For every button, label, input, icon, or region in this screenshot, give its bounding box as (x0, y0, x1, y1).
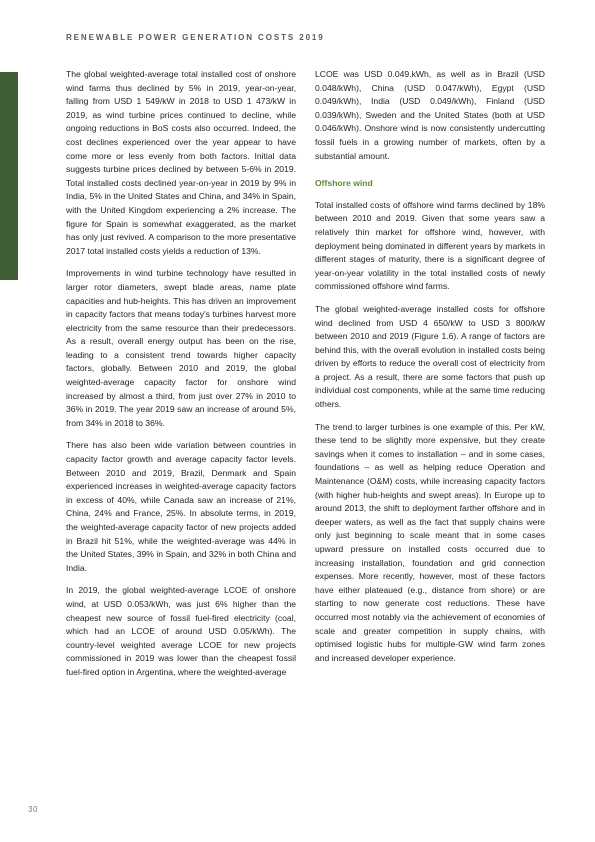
body-paragraph: Improvements in wind turbine technology have resulted in larger rotor diameters, swept blade areas, name plate capacities and hub-heights. This has driven an improvement in capacity factors that means today's turbines harvest more electricity from the same resource than their predecessors. As a result, overall energy output has been on the rise, leading to a consistent trend towards higher capacity factors, globally. Between 2010 and 2019, the global weighted-average capacity factor for onshore wind increased by almost a third, from just over 27% in 2010 to 36% in 2019. The year 2019 saw an increase of around 5%, from 34% in 2018 to 36%. (66, 268, 296, 428)
chapter-side-tab (0, 72, 18, 280)
body-paragraph: Total installed costs of offshore wind farms declined by 18% between 2010 and 2019. Given that some years saw a relatively thin market for offshore wind, however, with deployment being dominated in different years by markets in different stages of maturity, there is a significant degree of year-on-year volatility in the total installed costs of newly commissioned offshore wind farms. (315, 199, 545, 292)
section-heading-offshore-wind: Offshore wind (315, 178, 373, 189)
running-header: RENEWABLE POWER GENERATION COSTS 2019 (66, 33, 325, 42)
right-text-column (315, 68, 545, 674)
left-text-column (66, 68, 296, 689)
body-paragraph: The global weighted-average installed costs for offshore wind declined from USD 4 650/kW to USD 3 800/kW between 2010 and 2019 (Figure 1.6). A range of factors are behind this, with the overall evolution in installed costs being driven by efforts to reduce the overall cost of electricity from a project. As a result, there are some factors that push up individual cost components, while at the same time reducing others. (315, 303, 545, 410)
body-paragraph: There has also been wide variation between countries in capacity factor growth and average capacity factor levels. Between 2010 and 2019, Brazil, Denmark and Spain experienced increases in weighted-average capacity factors in excess of 40%, while Canada saw an increase of 21%, China, 24% and France, 25%. In absolute terms, in 2019, the weighted-average capacity factor of new projects added in Brazil hit 51%, while the weighted-average was 44% in the United States, 39% in Spain, and 32% in both China and India. (66, 440, 296, 573)
page-number: 30 (28, 805, 38, 814)
body-paragraph: In 2019, the global weighted-average LCOE of onshore wind, at USD 0.053/kWh, was just 6% higher than the cheapest new source of fossil fuel-fired electricity (coal, which had an LCOE of around USD 0.05/kWh). The country-level weighted average LCOE for new projects commissioned in 2019 was lower than the cheapest fossil fuel-fired option in Argentina, where the weighted-average (66, 585, 296, 677)
body-paragraph: LCOE was USD 0.049.kWh, as well as in Brazil (USD 0.048/kWh), China (USD 0.047/kWh), Egypt (USD 0.049/kWh), India (USD 0.049/kWh), Finland (USD 0.039/kWh), Sweden and the United States (both at USD 0.046/kWh). Onshore wind is now consistently undercutting fossil fuels in a growing number of markets, often by a substantial amount. (315, 69, 545, 161)
body-paragraph: The global weighted-average total installed cost of onshore wind farms thus declined by 5% in 2019, year-on-year, falling from USD 1 549/kW in 2018 to USD 1 473/kW in 2019, as wind turbine prices continued to decline, while ongoing reductions in BoS costs also occurred. Indeed, the cost declines experienced over the year appear to have come more or less evenly from both factors. Initial data suggests turbine prices declined by between 5-6% in 2019. Total installed costs declined year-on-year in 2019 by 9% in India, 5% in the United States and China, and 34% in Spain, with the United Kingdom experiencing a 2% increase. The figure for Spain is somewhat exaggerated, as the market has only just revived. A comparison to the more presentative 2017 total installed costs yields a reduction of 13%. (66, 69, 296, 256)
body-paragraph: The trend to larger turbines is one example of this. Per kW, these tend to be slightly more expensive, but they create savings when it comes to installation – and in some cases, foundations – as well as helping reduce Operation and Maintenance (O&M) costs, while increasing capacity factors (with higher hub-heights and swept areas). In Europe up to around 2013, the shift to deployment farther offshore and in deeper waters, as well as the fact that supply chains were only just beginning to scale meant that in some cases upward pressure on installed costs occurred due to increasing installation, foundation and grid connection expenses. More recently, however, most of these factors have either plateaued (e.g., distance from shore) or are starting to now generate cost reductions. These have occurred most notably via the achievement of economies of scale and greater competition in supply chains, with optimised logistic hubs for multiple-GW wind farm zones and increased developer experience. (315, 421, 545, 663)
